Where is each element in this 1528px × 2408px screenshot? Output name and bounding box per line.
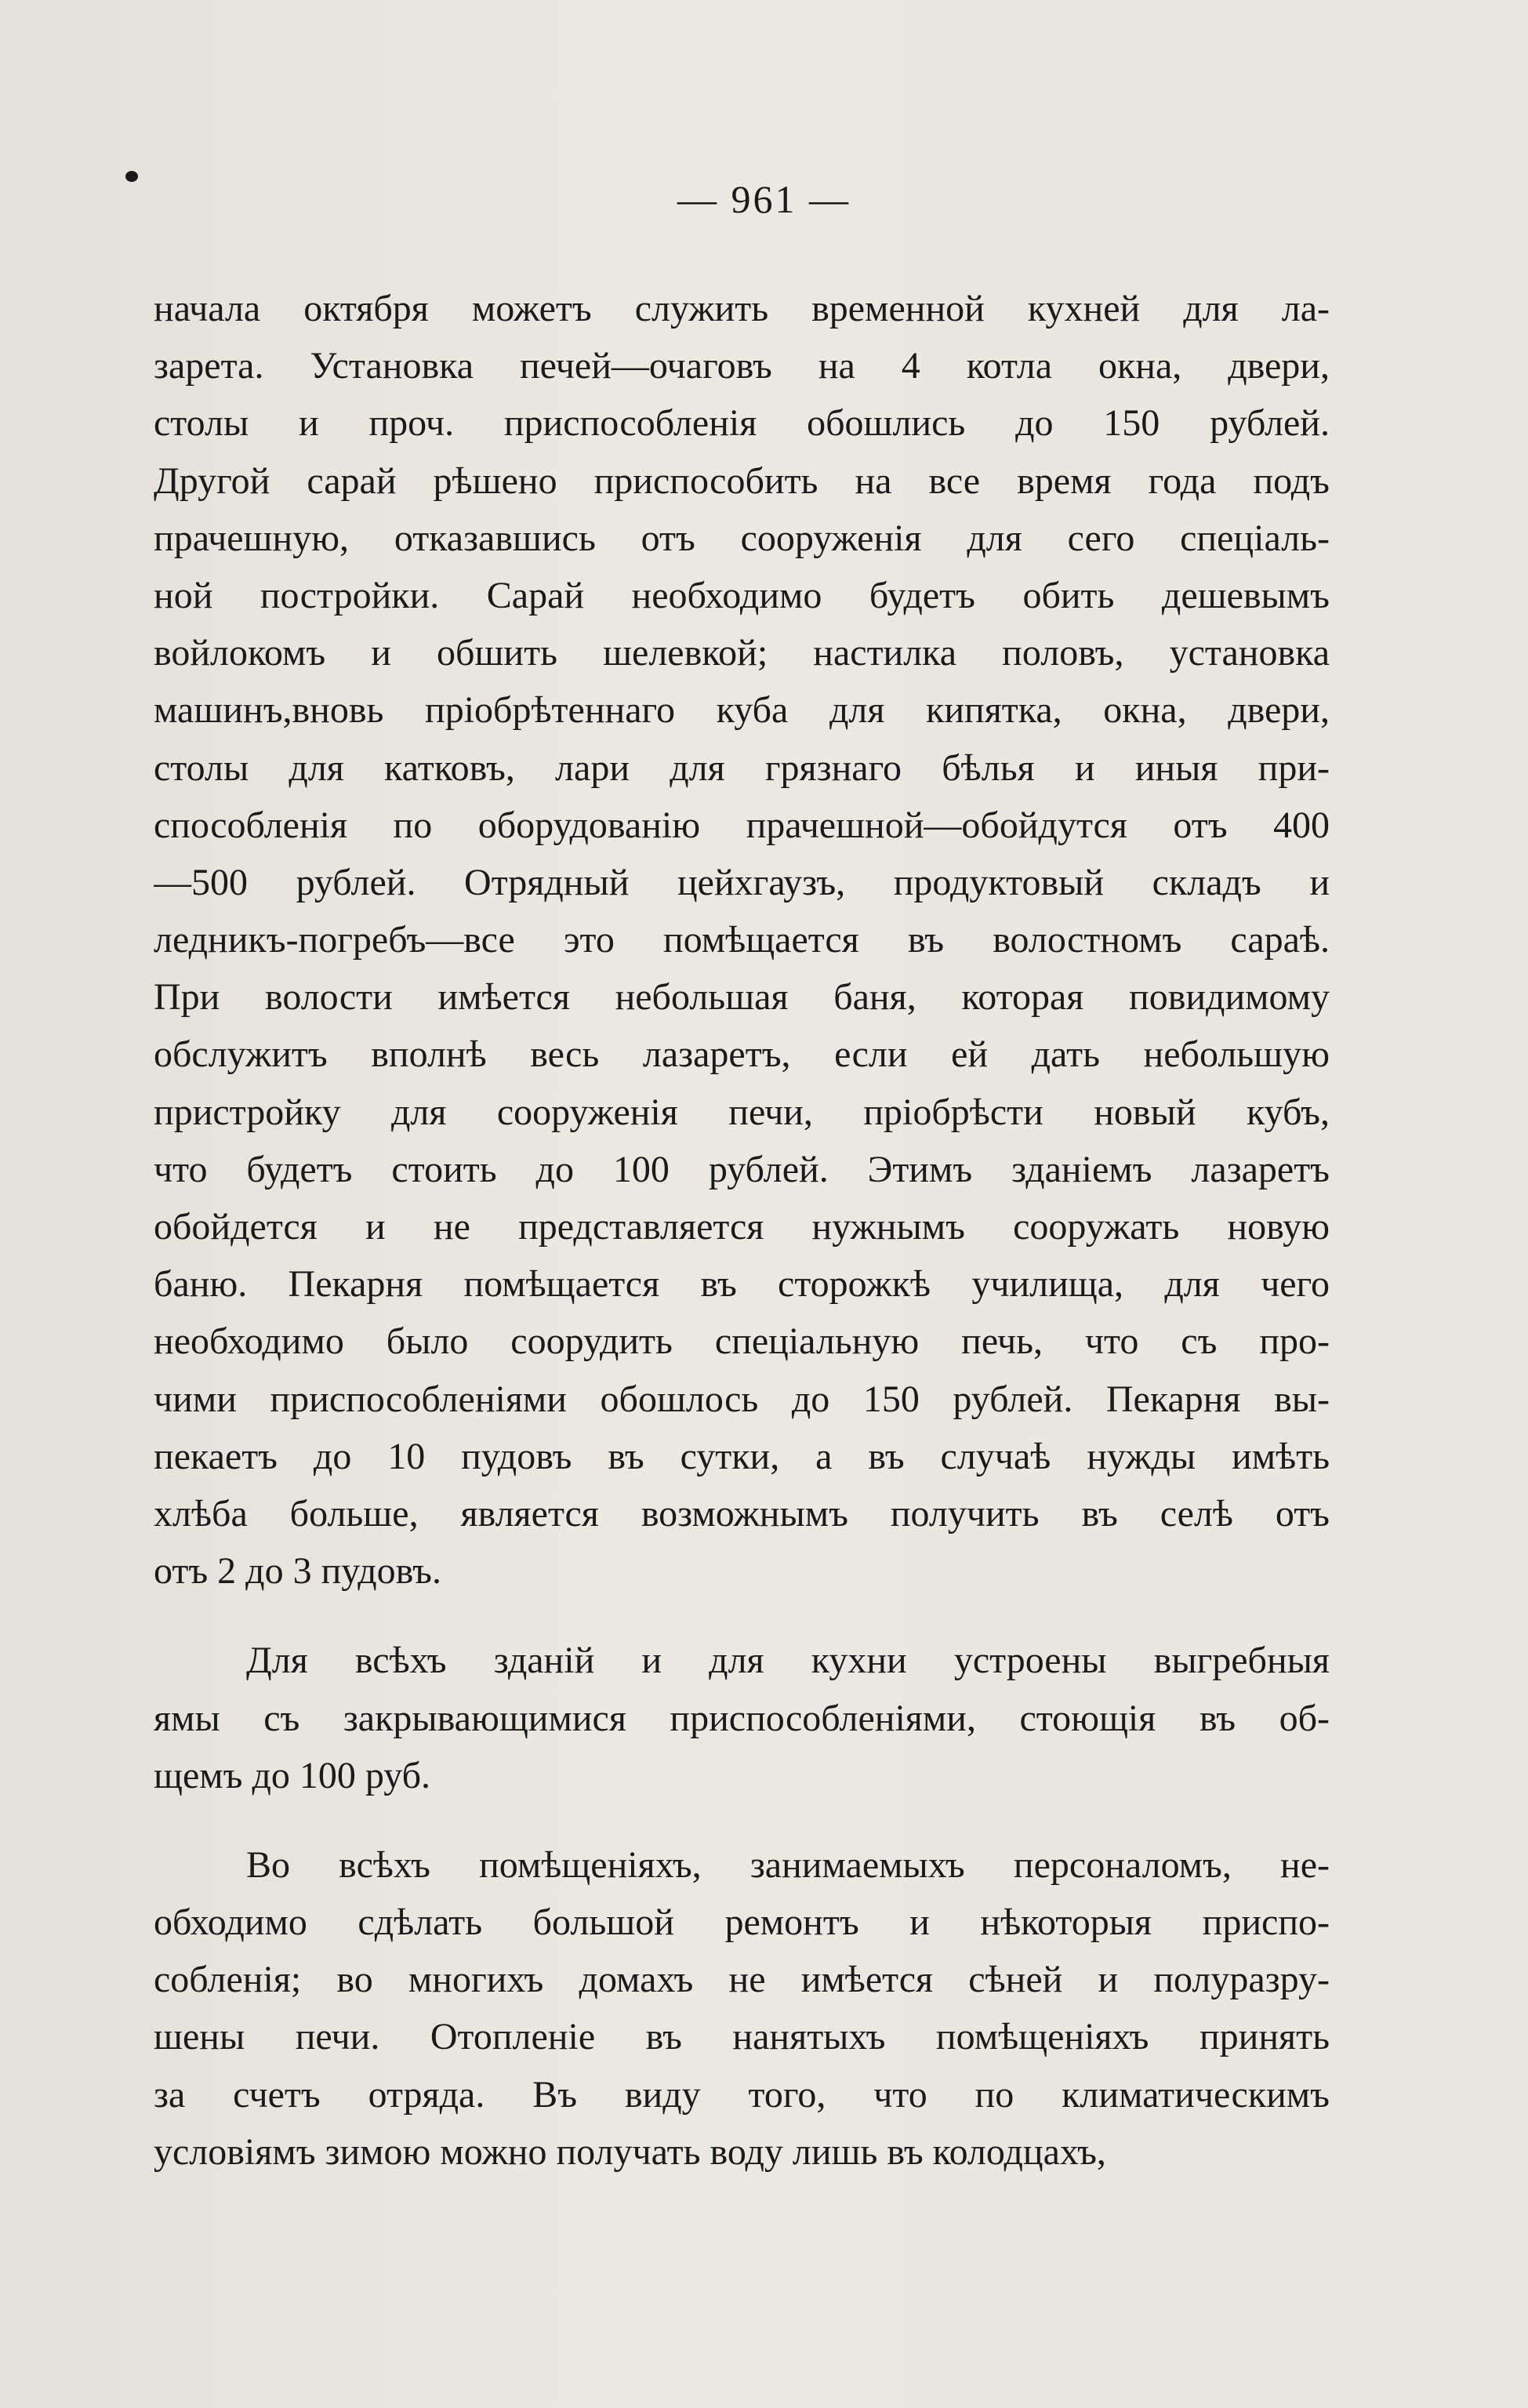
text-line: ямы съ закрывающимися приспособленіями, стоющія въ об- (154, 1697, 1330, 1739)
text-line: пристройку для сооруженія печи, пріобрѣсти новый кубъ, (154, 1091, 1330, 1133)
text-line: условіямъ зимою можно получать воду лишь въ колодцахъ, (154, 2130, 1106, 2173)
paragraph-spacing (154, 1804, 1330, 1836)
text-line: войлокомъ и обшить шелевкой; настилка половъ, установка (154, 632, 1330, 674)
text-line: машинъ,вновь пріобрѣтеннаго куба для кипятка, окна, двери, (154, 689, 1330, 732)
text-line: обойдется и не представляется нужнымъ сооружать новую (154, 1206, 1330, 1248)
text-line: щемъ до 100 руб. (154, 1754, 431, 1796)
text-line: собленія; во многихъ домахъ не имѣется сѣней и полуразру- (154, 1959, 1330, 2001)
text-line: ной постройки. Сарай необходимо будетъ обить дешевымъ (154, 574, 1330, 616)
text-line: прачешную, отказавшись отъ сооруженія для сего спеціаль- (154, 517, 1330, 559)
text-line: Во всѣхъ помѣщеніяхъ, занимаемыхъ персоналомъ, не- (246, 1843, 1330, 1886)
text-line: баню. Пекарня помѣщается въ сторожкѣ училища, для чего (154, 1263, 1330, 1306)
page-body-text (154, 280, 1330, 2181)
text-line: зарета. Установка печей—очаговъ на 4 котла окна, двери, (154, 345, 1330, 387)
text-line: чими приспособленіями обошлось до 150 рублей. Пекарня вы- (154, 1378, 1330, 1420)
text-line: необходимо было соорудить спеціальную печь, что съ про- (154, 1320, 1330, 1363)
text-line: хлѣба больше, является возможнымъ получить въ селѣ отъ (154, 1492, 1330, 1535)
text-line: что будетъ стоить до 100 рублей. Этимъ зданіемъ лазаретъ (154, 1148, 1330, 1190)
text-line: обходимо сдѣлать большой ремонтъ и нѣкоторыя приспо- (154, 1901, 1330, 1944)
paragraph (154, 280, 1330, 1600)
text-line: столы и проч. приспособленія обошлись до 150 рублей. (154, 402, 1330, 445)
text-line: Другой сарай рѣшено приспособить на все время года подъ (154, 459, 1330, 502)
text-line: начала октября можетъ служить временной кухней для ла- (154, 288, 1330, 329)
text-line: столы для катковъ, лари для грязнаго бѣлья и иныя при- (154, 746, 1330, 789)
page-number: — 961 — (677, 177, 851, 221)
text-line: отъ 2 до 3 пудовъ. (154, 1550, 441, 1593)
text-line: за счетъ отряда. Въ виду того, что по климатическимъ (154, 2073, 1330, 2116)
text-line: ледникъ-погребъ—все это помѣщается въ волостномъ сараѣ. (154, 919, 1330, 961)
text-line: обслужитъ вполнѣ весь лазаретъ, если ей дать небольшую (154, 1033, 1330, 1076)
paragraph (154, 1836, 1330, 2181)
text-line: пекаетъ до 10 пудовъ въ сутки, а въ случаѣ нужды имѣть (154, 1435, 1330, 1477)
text-line: При волости имѣется небольшая баня, которая повидимому (154, 976, 1330, 1019)
text-line: шены печи. Отопленіе въ нанятыхъ помѣщеніяхъ принять (154, 2016, 1330, 2058)
paragraph-spacing (154, 1600, 1330, 1632)
text-line: Для всѣхъ зданій и для кухни устроены выгребныя (246, 1640, 1330, 1682)
text-line: —500 рублей. Отрядный цейхгаузъ, продуктовый складъ и (154, 861, 1330, 903)
text-line: способленія по оборудованію прачешной—обойдутся отъ 400 (154, 804, 1330, 846)
paragraph (154, 1632, 1330, 1804)
